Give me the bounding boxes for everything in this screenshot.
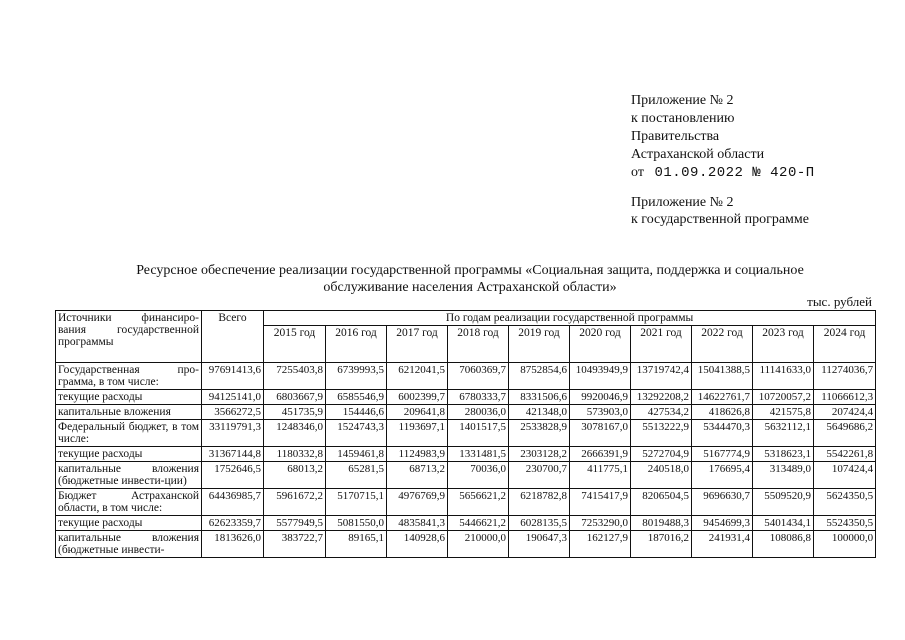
- row-year-value: 8752854,6: [509, 363, 570, 390]
- row-year-value: 207424,4: [814, 405, 876, 420]
- row-year-value: 5401434,1: [753, 516, 814, 531]
- header-year: 2020 год: [570, 326, 631, 363]
- row-year-value: 7060369,7: [448, 363, 509, 390]
- table-row: [56, 489, 876, 516]
- row-year-value: 14622761,7: [692, 390, 753, 405]
- table-header-row: [56, 311, 876, 326]
- row-year-value: 1248346,0: [264, 420, 326, 447]
- row-year-value: 411775,1: [570, 462, 631, 489]
- row-year-value: 7415417,9: [570, 489, 631, 516]
- row-year-value: 1331481,5: [448, 447, 509, 462]
- header-year: 2024 год: [814, 326, 876, 363]
- row-year-value: 5081550,0: [326, 516, 387, 531]
- row-total: 31367144,8: [202, 447, 264, 462]
- header-year: 2016 год: [326, 326, 387, 363]
- header-year: 2021 год: [631, 326, 692, 363]
- row-year-value: 9454699,3: [692, 516, 753, 531]
- row-year-value: 2303128,2: [509, 447, 570, 462]
- table-row: [56, 462, 876, 489]
- units-label: тыс. рублей: [807, 294, 872, 309]
- row-total: 3566272,5: [202, 405, 264, 420]
- row-year-value: 187016,2: [631, 531, 692, 558]
- row-year-value: 9920046,9: [570, 390, 631, 405]
- row-year-value: 5632112,1: [753, 420, 814, 447]
- table-body: [56, 363, 876, 558]
- row-year-value: 1524743,3: [326, 420, 387, 447]
- row-year-value: 68013,2: [264, 462, 326, 489]
- table-row: [56, 405, 876, 420]
- table-row: [56, 363, 876, 390]
- row-year-value: 2533828,9: [509, 420, 570, 447]
- header-year: 2015 год: [264, 326, 326, 363]
- row-year-value: 573903,0: [570, 405, 631, 420]
- row-year-value: 6780333,7: [448, 390, 509, 405]
- row-year-value: 190647,3: [509, 531, 570, 558]
- table-row: [56, 420, 876, 447]
- document-title-line2: обслуживание населения Астраханской области»: [323, 280, 617, 295]
- row-year-value: 11141633,0: [753, 363, 814, 390]
- header-total: Всего: [202, 311, 264, 363]
- table-row: [56, 390, 876, 405]
- row-year-value: 5961672,2: [264, 489, 326, 516]
- row-year-value: 65281,5: [326, 462, 387, 489]
- row-year-value: 176695,4: [692, 462, 753, 489]
- row-year-value: 280036,0: [448, 405, 509, 420]
- row-year-value: 5170715,1: [326, 489, 387, 516]
- row-year-value: 3078167,0: [570, 420, 631, 447]
- row-label: Бюджет Астраханской области, в том числе:: [56, 489, 202, 516]
- row-label: текущие расходы: [56, 447, 202, 462]
- row-year-value: 7255403,8: [264, 363, 326, 390]
- row-year-value: 240518,0: [631, 462, 692, 489]
- row-year-value: 313489,0: [753, 462, 814, 489]
- program-appendix-block: [631, 194, 809, 228]
- row-year-value: 421575,8: [753, 405, 814, 420]
- row-year-value: 68713,2: [387, 462, 448, 489]
- row-year-value: 427534,2: [631, 405, 692, 420]
- row-year-value: 5656621,2: [448, 489, 509, 516]
- row-year-value: 451735,9: [264, 405, 326, 420]
- row-year-value: 15041388,5: [692, 363, 753, 390]
- row-year-value: 11066612,3: [814, 390, 876, 405]
- table-row: [56, 516, 876, 531]
- row-year-value: 383722,7: [264, 531, 326, 558]
- row-year-value: 5649686,2: [814, 420, 876, 447]
- appendix-number: Приложение № 2: [631, 93, 734, 108]
- row-year-value: 4976769,9: [387, 489, 448, 516]
- row-year-value: 140928,6: [387, 531, 448, 558]
- appendix-date-prefix: от: [631, 165, 644, 180]
- row-year-value: 5624350,5: [814, 489, 876, 516]
- row-year-value: 2666391,9: [570, 447, 631, 462]
- row-year-value: 5344470,3: [692, 420, 753, 447]
- row-label: капитальные вложения: [56, 405, 202, 420]
- row-year-value: 5167774,9: [692, 447, 753, 462]
- row-year-value: 5318623,1: [753, 447, 814, 462]
- header-source: Источники финансиро-вания государственной программы: [56, 311, 202, 363]
- row-year-value: 1180332,8: [264, 447, 326, 462]
- row-year-value: 100000,0: [814, 531, 876, 558]
- row-total: 1813626,0: [202, 531, 264, 558]
- row-total: 94125141,0: [202, 390, 264, 405]
- row-year-value: 6002399,7: [387, 390, 448, 405]
- row-label: текущие расходы: [56, 390, 202, 405]
- row-year-value: 5542261,8: [814, 447, 876, 462]
- row-label: Федеральный бюджет, в том числе:: [56, 420, 202, 447]
- row-label: Государственная про-грамма, в том числе:: [56, 363, 202, 390]
- header-year: 2018 год: [448, 326, 509, 363]
- document-title-line1: Ресурсное обеспечение реализации государственной программы «Социальная защита, поддержка и социальное: [136, 263, 804, 278]
- row-year-value: 154446,6: [326, 405, 387, 420]
- row-year-value: 5513222,9: [631, 420, 692, 447]
- row-year-value: 107424,4: [814, 462, 876, 489]
- row-year-value: 5509520,9: [753, 489, 814, 516]
- row-year-value: 5446621,2: [448, 516, 509, 531]
- row-total: 1752646,5: [202, 462, 264, 489]
- row-label: капитальные вложения (бюджетные инвести-ции): [56, 462, 202, 489]
- row-year-value: 13719742,4: [631, 363, 692, 390]
- header-year: 2017 год: [387, 326, 448, 363]
- row-year-value: 108086,8: [753, 531, 814, 558]
- row-year-value: 13292208,2: [631, 390, 692, 405]
- row-year-value: 7253290,0: [570, 516, 631, 531]
- program-appendix-number: Приложение № 2: [631, 195, 734, 210]
- header-year: 2019 год: [509, 326, 570, 363]
- row-year-value: 6803667,9: [264, 390, 326, 405]
- row-year-value: 70036,0: [448, 462, 509, 489]
- row-year-value: 5272704,9: [631, 447, 692, 462]
- appendix-date: [631, 164, 815, 182]
- program-appendix-to: к государственной программе: [631, 212, 809, 227]
- row-year-value: 9696630,7: [692, 489, 753, 516]
- row-year-value: 5577949,5: [264, 516, 326, 531]
- row-total: 33119791,3: [202, 420, 264, 447]
- row-year-value: 1459461,8: [326, 447, 387, 462]
- row-year-value: 162127,9: [570, 531, 631, 558]
- row-year-value: 6218782,8: [509, 489, 570, 516]
- header-year: 2022 год: [692, 326, 753, 363]
- row-year-value: 6585546,9: [326, 390, 387, 405]
- resolution-appendix-block: [631, 92, 815, 182]
- row-total: 97691413,6: [202, 363, 264, 390]
- row-label: капитальные вложения (бюджетные инвести-: [56, 531, 202, 558]
- header-year: 2023 год: [753, 326, 814, 363]
- table-row: [56, 447, 876, 462]
- row-year-value: 89165,1: [326, 531, 387, 558]
- row-year-value: 8019488,3: [631, 516, 692, 531]
- row-year-value: 8331506,6: [509, 390, 570, 405]
- row-year-value: 230700,7: [509, 462, 570, 489]
- row-year-value: 241931,4: [692, 531, 753, 558]
- appendix-government: Правительства: [631, 129, 720, 144]
- row-year-value: 10720057,2: [753, 390, 814, 405]
- appendix-region: Астраханской области: [631, 147, 765, 162]
- table-row: [56, 531, 876, 558]
- appendix-to-resolution: к постановлению: [631, 111, 735, 126]
- row-year-value: 5524350,5: [814, 516, 876, 531]
- document-title: [90, 262, 850, 296]
- row-year-value: 418626,8: [692, 405, 753, 420]
- financing-table: [55, 310, 876, 558]
- row-year-value: 1401517,5: [448, 420, 509, 447]
- row-total: 62623359,7: [202, 516, 264, 531]
- row-year-value: 6739993,5: [326, 363, 387, 390]
- row-year-value: 8206504,5: [631, 489, 692, 516]
- row-year-value: 4835841,3: [387, 516, 448, 531]
- row-year-value: 1193697,1: [387, 420, 448, 447]
- row-year-value: 421348,0: [509, 405, 570, 420]
- row-year-value: 209641,8: [387, 405, 448, 420]
- row-label: текущие расходы: [56, 516, 202, 531]
- row-year-value: 10493949,9: [570, 363, 631, 390]
- row-year-value: 1124983,9: [387, 447, 448, 462]
- row-year-value: 6028135,5: [509, 516, 570, 531]
- row-total: 64436985,7: [202, 489, 264, 516]
- row-year-value: 11274036,7: [814, 363, 876, 390]
- row-year-value: 210000,0: [448, 531, 509, 558]
- header-by-years: По годам реализации государственной программы: [264, 311, 876, 326]
- appendix-date-number: 01.09.2022 № 420-П: [654, 165, 815, 181]
- row-year-value: 6212041,5: [387, 363, 448, 390]
